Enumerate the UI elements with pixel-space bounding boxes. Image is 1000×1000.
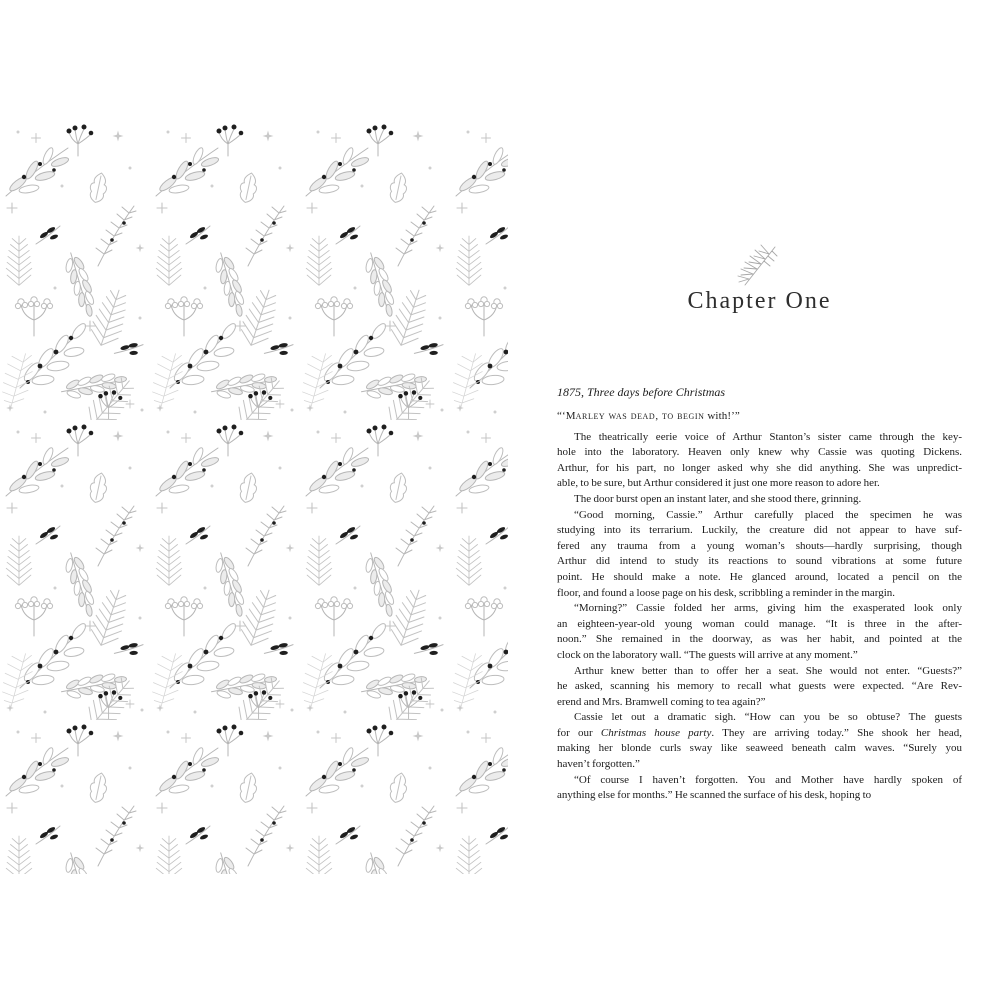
text-line: “Good morning, Cassie.” Arthur carefully placed the specimen he was bbox=[574, 508, 962, 521]
opening-line bbox=[557, 409, 962, 425]
paragraph bbox=[557, 773, 962, 804]
paragraph bbox=[557, 508, 962, 602]
paragraph bbox=[557, 601, 962, 663]
text-line: haven’t forgotten.” bbox=[557, 758, 640, 771]
opening-quotes: “‘ bbox=[557, 410, 566, 422]
text-line: making her blonde curls sway like seaweed beneath calm waves. “Surely you bbox=[557, 742, 962, 755]
text-line: for our Christmas house party. They are arriving today.” She shook her head, bbox=[557, 726, 962, 739]
text-line: point. He should make a note. He glanced around, located a pencil on the bbox=[557, 570, 962, 583]
paragraph bbox=[557, 492, 962, 508]
text-block bbox=[557, 384, 962, 804]
text-line: Arthur, for his part, no longer asked why she did anything. She was unpredict- bbox=[557, 461, 962, 474]
dateline: 1875, Three days before Christmas bbox=[557, 385, 726, 399]
text-line: Arthur knew better than to offer her a seat. She would not enter. “Guests?” bbox=[574, 664, 962, 677]
opening-lead-cap: M bbox=[565, 410, 576, 422]
paragraph bbox=[557, 664, 962, 711]
left-page bbox=[0, 120, 508, 874]
text-line: hole into the laboratory. Heaven only knew why Cassie was quoting Dickens. bbox=[557, 446, 962, 459]
opening-tail: with!’” bbox=[704, 410, 740, 422]
text-line: Arthur did intend to study its reactions to sound vibrations at some future bbox=[557, 555, 962, 568]
text-line: studying into its terrarium. Luckily, the creature did not appear to have suf- bbox=[557, 524, 962, 537]
paragraph bbox=[557, 710, 962, 772]
paragraph bbox=[557, 430, 962, 492]
text-line: “Of course I haven’t forgotten. You and Mother have hardly spoken of bbox=[574, 773, 962, 786]
opening-smallcaps: arley was dead, to begin bbox=[575, 410, 705, 422]
text-line: The door burst open an instant later, and she stood there, grinning. bbox=[574, 492, 862, 505]
text-line: an eighteen-year-old young woman could manage. “It is three in the after- bbox=[557, 617, 962, 630]
text-line: able, to be sure, but Arthur considered it just one more reason to adore her. bbox=[557, 477, 880, 490]
text-line: anything else for months.” He scanned the surface of his desk, hoping to bbox=[557, 789, 872, 802]
text-line: Cassie let out a dramatic sigh. “How can you be so obtuse? The guests bbox=[574, 711, 962, 724]
text-line: clock on the laboratory wall. “The guests will arrive at any moment.” bbox=[557, 648, 858, 661]
chapter-title: Chapter One bbox=[687, 288, 832, 314]
text-line: he asked, scanning his memory to recall what guests were expected. “Are Rev- bbox=[557, 680, 962, 693]
text-line: fered any trauma from a young woman’s shouts—hardly surprising, though bbox=[557, 539, 962, 552]
body-text bbox=[557, 430, 962, 804]
right-page bbox=[557, 0, 962, 1000]
foliage-pattern bbox=[0, 120, 508, 874]
pine-sprig-icon bbox=[735, 243, 779, 289]
text-line: noon.” She remained in the doorway, as was her habit, and pointed at the bbox=[557, 633, 962, 646]
text-line: “Morning?” Cassie folded her arms, giving him the exasperated look only bbox=[574, 602, 962, 615]
text-line: erend and Mrs. Bramwell coming to tea again?” bbox=[557, 695, 766, 708]
text-line: floor, and found a loose page on his desk, scribbling a reminder in the margin. bbox=[557, 586, 896, 599]
text-line: The theatrically eerie voice of Arthur Stanton’s sister came through the key- bbox=[574, 430, 962, 443]
